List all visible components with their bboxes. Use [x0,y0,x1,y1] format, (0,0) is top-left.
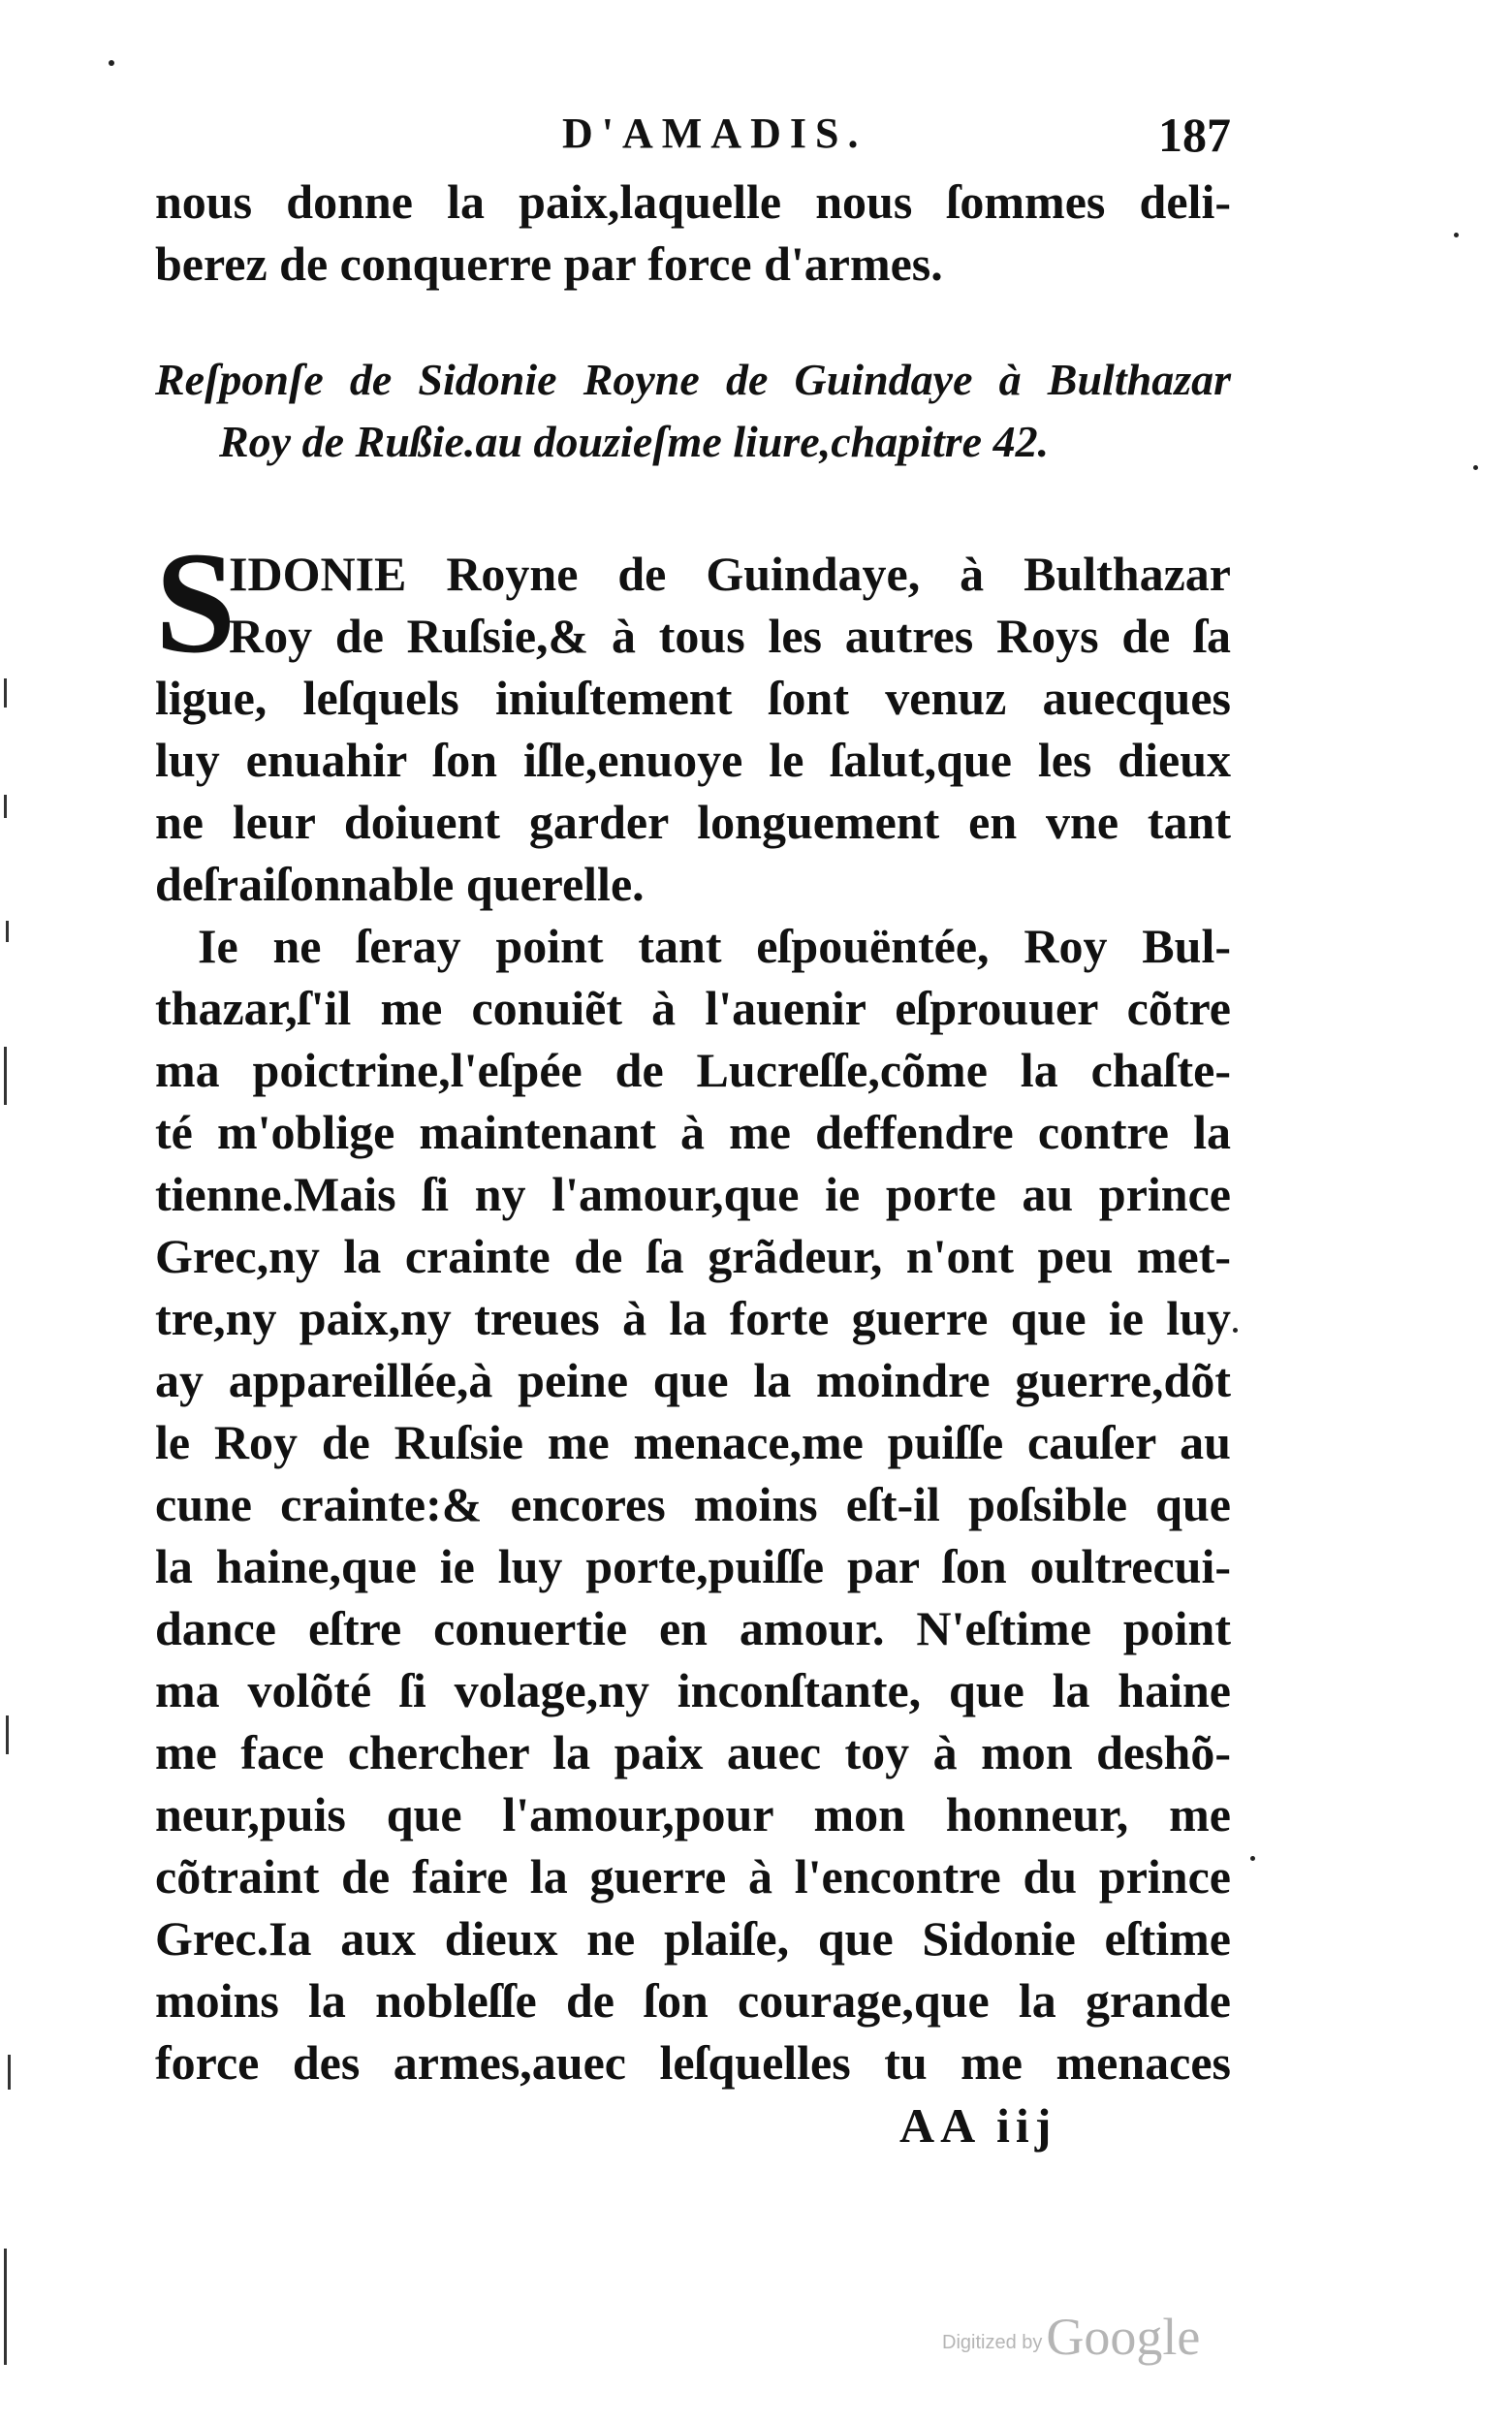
scan-speck [1250,1856,1255,1861]
text-line: ma volõté ſi volage,ny inconſtante, que la haine [155,1663,1231,1717]
text-line: nous donne la paix,laquelle nous ſommes deli- [155,174,1231,229]
margin-mark [6,1715,9,1754]
heading-line: Reſponſe de Sidonie Royne de Guindaye à Bulthazar [155,355,1231,404]
scan-speck [1233,1328,1238,1333]
margin-mark [4,1047,7,1105]
margin-mark [8,2055,11,2090]
text-line: Ie ne ſeray point tant eſpouëntée, Roy Bul- [198,919,1231,973]
text-line: thazar,ſ'il me conuiẽt à l'auenir eſprouuer cõtre [155,981,1231,1035]
digitized-watermark [942,2307,1200,2367]
text-line: berez de conquerre par force d'armes. [155,236,943,291]
watermark-logo-text: Google [1046,2308,1201,2366]
text-line: moins la nobleſſe de ſon courage,que la grande [155,1973,1231,2028]
text-line: tre,ny paix,ny treues à la forte guerre que ie luy [155,1291,1231,1345]
section-heading [155,349,1231,473]
text-line: té m'oblige maintenant à me deffendre contre la [155,1105,1231,1159]
text-line: force des armes,auec leſquelles tu me menaces [155,2035,1231,2090]
text-line: luy enuahir ſon iſle,enuoye le ſalut,que les dieux [155,733,1231,787]
heading-line: Roy de Rußie.au douzieſme liure,chapitre 42. [219,417,1050,466]
page-number: 187 [1158,108,1231,162]
running-title: D'AMADIS. [562,110,867,157]
scan-speck [1454,233,1459,237]
text-line: Roy de Ruſsie,& à tous les autres Roys de ſa [229,609,1231,663]
catchword-signature: AA iij [899,2098,1057,2153]
watermark-prefix: Digitized by [942,2332,1043,2353]
text-line: le Roy de Ruſsie me menace,me puiſſe cauſer au [155,1415,1231,1469]
text-line: ligue, leſquels iniuſtement ſont venuz auecques [155,671,1231,725]
margin-mark [4,2249,7,2365]
text-line: tienne.Mais ſi ny l'amour,que ie porte au prince [155,1167,1231,1221]
text-line: neur,puis que l'amour,pour mon honneur, me [155,1787,1231,1841]
letter-body [155,543,1231,2093]
page-header [155,109,1231,167]
text-line: la haine,que ie luy porte,puiſſe par ſon oultrecui- [155,1539,1231,1593]
text-line: cune crainte:& encores moins eſt-il poſsible que [155,1477,1231,1531]
text-line: dance eſtre conuertie en amour. N'eſtime point [155,1601,1231,1655]
text-line: ma poictrine,l'eſpée de Lucreſſe,cõme la chaſte- [155,1043,1231,1097]
text-line: deſraiſonnable querelle. [155,857,645,911]
text-line: me face chercher la paix auec toy à mon deshõ- [155,1725,1231,1779]
continuation-text [155,171,1231,295]
scan-speck [1473,465,1478,470]
text-line: Grec.Ia aux dieux ne plaiſe, que Sidonie eſtime [155,1911,1231,1966]
text-line: ay appareillée,à peine que la moindre guerre,dõt [155,1353,1231,1407]
text-line: IDONIE Royne de Guindaye, à Bulthazar [229,547,1231,601]
text-line: ne leur doiuent garder longuement en vne tant [155,795,1231,849]
text-line: Grec,ny la crainte de ſa grãdeur, n'ont peu met- [155,1229,1231,1283]
drop-cap: S [155,522,236,683]
text-line: cõtraint de faire la guerre à l'encontre du prince [155,1849,1231,1904]
margin-mark [6,921,9,942]
scan-speck [109,60,114,66]
margin-mark [4,678,7,708]
margin-mark [4,795,7,818]
